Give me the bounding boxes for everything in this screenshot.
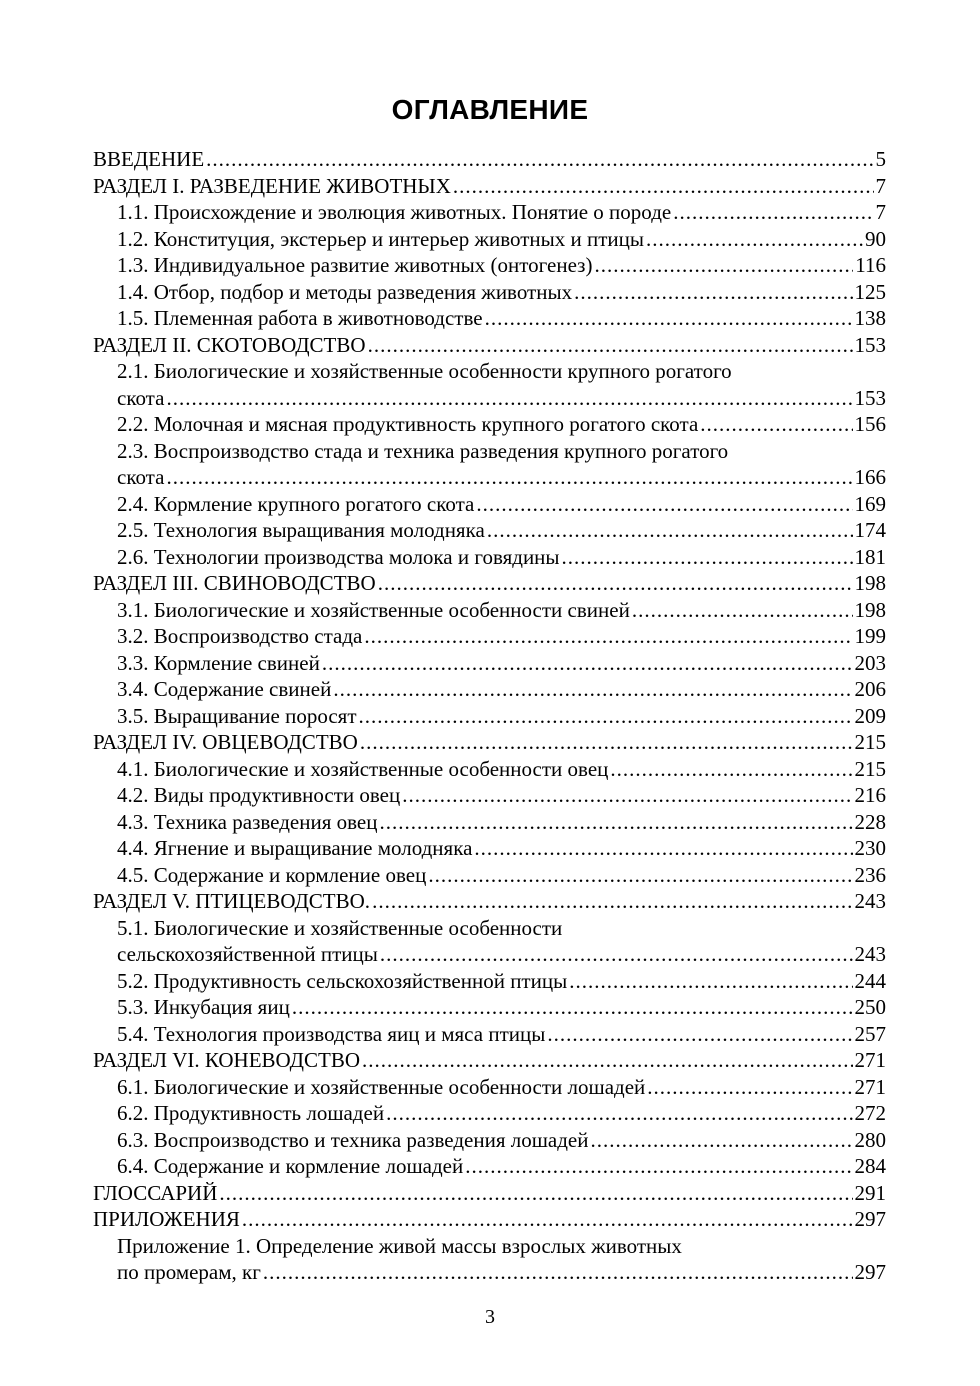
toc-dot-leader	[380, 941, 853, 968]
toc-dot-leader	[485, 305, 853, 332]
toc-page-number: 125	[854, 279, 886, 304]
toc-section-entry[interactable]	[93, 332, 886, 359]
page-number: 3	[485, 1306, 495, 1328]
toc-subsection-entry[interactable]	[93, 1127, 886, 1154]
toc-section-entry[interactable]	[93, 1180, 886, 1207]
toc-subsection-entry[interactable]	[93, 544, 886, 571]
toc-subsection-entry[interactable]	[93, 941, 886, 968]
toc-page-number: 244	[854, 968, 886, 993]
toc-page-number: 169	[854, 491, 886, 516]
toc-entry-title: 4.1. Биологические и хозяйственные особенности овец	[117, 756, 609, 781]
toc-subsection-entry[interactable]	[93, 623, 886, 650]
toc-subsection-entry[interactable]	[93, 782, 886, 809]
toc-entry-title: 5.4. Технология производства яиц и мяса птицы	[117, 1021, 546, 1046]
toc-entry-title: РАЗДЕЛ IV. ОВЦЕВОДСТВО	[93, 730, 358, 754]
toc-page-number: 199	[854, 624, 886, 648]
toc-page-number: 203	[854, 650, 886, 675]
toc-subsection-entry[interactable]	[93, 676, 886, 703]
toc-section-entry[interactable]	[93, 888, 886, 915]
toc-page-number: 90	[865, 226, 886, 251]
toc-page-number: 153	[854, 332, 886, 357]
toc-dot-leader	[590, 1127, 852, 1154]
toc-entry-title: 3.5. Выращивание поросят	[117, 703, 357, 728]
toc-dot-leader	[166, 464, 852, 491]
toc-dot-leader	[359, 703, 853, 730]
toc-section-entry[interactable]	[93, 173, 886, 200]
toc-dot-leader	[487, 517, 853, 544]
toc-dot-leader	[594, 252, 853, 279]
toc-entry-title: 1.2. Конституция, экстерьер и интерьер животных и птицы	[117, 226, 644, 251]
toc-subsection-entry[interactable]	[93, 1074, 886, 1101]
toc-entry-title: 2.5. Технология выращивания молодняка	[117, 518, 485, 542]
toc-dot-leader	[474, 835, 852, 862]
toc-dot-leader	[574, 279, 852, 306]
toc-page-number: 153	[854, 385, 886, 410]
toc-page-number: 284	[854, 1154, 886, 1178]
toc-entry-title: по промерам, кг	[117, 1260, 261, 1284]
toc-entry-title: 1.3. Индивидуальное развитие животных (онтогенез)	[117, 253, 593, 277]
toc-page-number: 228	[854, 809, 886, 834]
toc-dot-leader	[610, 756, 852, 783]
toc-dot-leader	[263, 1259, 853, 1286]
toc-dot-leader	[673, 199, 873, 226]
toc-page-number: 280	[854, 1127, 886, 1152]
toc-dot-leader	[476, 491, 852, 518]
toc-page-number: 257	[854, 1021, 886, 1046]
toc-subsection-entry[interactable]	[93, 809, 886, 836]
toc-dot-leader	[364, 623, 852, 650]
toc-entry-title: 2.2. Молочная и мясная продуктивность крупного рогатого скота	[117, 412, 699, 436]
toc-entry-title: 1.4. Отбор, подбор и методы разведения животных	[117, 279, 573, 304]
toc-entry-title: ГЛОССАРИЙ	[93, 1180, 218, 1205]
toc-page-number: 297	[854, 1260, 886, 1284]
toc-subsection-entry[interactable]	[93, 1153, 886, 1180]
toc-dot-leader	[379, 809, 852, 836]
toc-page-number: 250	[854, 995, 886, 1019]
toc-entry-title: скота	[117, 465, 165, 489]
toc-entry-title: 4.5. Содержание и кормление овец	[117, 862, 427, 887]
toc-subsection-entry[interactable]	[93, 968, 886, 995]
toc-page-number: 236	[854, 862, 886, 887]
toc-page-number: 271	[854, 1048, 886, 1072]
toc-page-number: 243	[854, 889, 886, 913]
toc-entry-title: РАЗДЕЛ V. ПТИЦЕВОДСТВО.	[93, 889, 371, 913]
toc-dot-leader	[547, 1021, 852, 1048]
toc-subsection-entry[interactable]	[93, 994, 886, 1021]
toc-subsection-entry[interactable]	[93, 491, 886, 518]
toc-dot-leader	[453, 173, 874, 200]
toc-entry-title: 3.4. Содержание свиней	[117, 677, 332, 701]
toc-subsection-entry[interactable]	[93, 835, 886, 862]
toc-subsection-entry[interactable]	[93, 226, 886, 253]
toc-dot-leader	[242, 1206, 853, 1233]
toc-dot-leader	[368, 332, 853, 359]
toc-subsection-entry[interactable]	[93, 464, 886, 491]
toc-dot-leader	[646, 226, 863, 253]
toc-page-number: 5	[875, 147, 886, 171]
toc-entry-title: 5.3. Инкубация яиц	[117, 995, 290, 1019]
toc-entry-title: 4.4. Ягнение и выращивание молодняка	[117, 836, 473, 860]
toc-entry-title-line: 2.3. Воспроизводство стада и техника разведения крупного рогатого	[117, 438, 729, 463]
toc-entry-title: ПРИЛОЖЕНИЯ	[93, 1207, 240, 1231]
toc-subsection-entry[interactable]	[93, 252, 886, 279]
toc-entry-title: РАЗДЕЛ III. СВИНОВОДСТВО	[93, 571, 376, 595]
toc-page-number: 156	[854, 412, 886, 436]
toc-entry-title: 4.2. Виды продуктивности овец	[117, 783, 401, 807]
toc-entry-title: 2.4. Кормление крупного рогатого скота	[117, 491, 475, 516]
toc-dot-leader	[206, 146, 873, 173]
toc-entry-title: 6.2. Продуктивность лошадей	[117, 1101, 385, 1125]
toc-entry-title: 1.5. Племенная работа в животноводстве	[117, 306, 483, 330]
toc-dot-leader	[219, 1180, 852, 1207]
toc-entry-title: РАЗДЕЛ VI. КОНЕВОДСТВО	[93, 1048, 361, 1072]
toc-page-number: 216	[854, 783, 886, 807]
toc-page-number: 138	[854, 306, 886, 330]
toc-dot-leader	[562, 544, 853, 571]
toc-page-number: 297	[854, 1207, 886, 1231]
toc-entry-title: сельскохозяйственной птицы	[117, 942, 378, 966]
toc-entry-title: 3.2. Воспроизводство стада	[117, 624, 363, 648]
toc-subsection-entry[interactable]	[93, 517, 886, 544]
toc-subsection-entry[interactable]	[93, 279, 886, 306]
toc-subsection-entry[interactable]	[93, 650, 886, 677]
toc-dot-leader	[322, 650, 853, 677]
toc-dot-leader	[166, 385, 852, 412]
toc-page-number: 198	[854, 597, 886, 622]
toc-subsection-entry[interactable]	[93, 1021, 886, 1048]
toc-subsection-entry[interactable]	[93, 703, 886, 730]
toc-subsection-entry[interactable]	[93, 597, 886, 624]
toc-page-number: 116	[855, 253, 886, 277]
toc-page-number: 209	[854, 703, 886, 728]
toc-entry-title: 4.3. Техника разведения овец	[117, 809, 378, 834]
toc-page-number: 215	[854, 756, 886, 781]
table-of-contents	[93, 146, 886, 1286]
toc-section-entry[interactable]	[93, 570, 886, 597]
toc-page-number: 206	[854, 677, 886, 701]
toc-entry-title: 6.4. Содержание и кормление лошадей	[117, 1154, 464, 1178]
toc-dot-leader	[292, 994, 853, 1021]
toc-entry-title: 3.3. Кормление свиней	[117, 650, 320, 675]
toc-entry-title: РАЗДЕЛ II. СКОТОВОДСТВО	[93, 332, 366, 357]
toc-page-number: 181	[854, 544, 886, 569]
toc-dot-leader	[647, 1074, 852, 1101]
toc-section-entry[interactable]	[93, 1047, 886, 1074]
toc-page-number: 166	[854, 465, 886, 489]
toc-page-number: 215	[854, 730, 886, 754]
toc-entry-title: скота	[117, 385, 165, 410]
toc-entry-title-line: 2.1. Биологические и хозяйственные особенности крупного рогатого	[117, 359, 732, 383]
toc-page-number: 243	[854, 942, 886, 966]
toc-dot-leader	[378, 570, 853, 597]
toc-dot-leader	[428, 862, 852, 889]
toc-page-number: 7	[875, 200, 886, 224]
toc-page-number: 291	[854, 1180, 886, 1205]
toc-entry-title: 1.1. Происхождение и эволюция животных. Понятие о породе	[117, 200, 672, 224]
toc-subsection-entry[interactable]	[93, 1100, 886, 1127]
toc-dot-leader	[372, 888, 852, 915]
toc-page-number: 198	[854, 571, 886, 595]
toc-entry-title: 6.1. Биологические и хозяйственные особенности лошадей	[117, 1074, 646, 1099]
toc-dot-leader	[465, 1153, 852, 1180]
toc-entry-title: ВВЕДЕНИЕ	[93, 147, 205, 171]
toc-page-number: 271	[854, 1074, 886, 1099]
toc-page-number: 174	[854, 518, 886, 542]
toc-subsection-entry[interactable]	[93, 385, 886, 412]
toc-dot-leader	[362, 1047, 852, 1074]
toc-entry-title-line: Приложение 1. Определение живой массы взрослых животных	[117, 1233, 682, 1258]
toc-page-number: 230	[854, 836, 886, 860]
toc-section-entry[interactable]	[93, 146, 886, 173]
toc-dot-leader	[700, 411, 852, 438]
toc-entry-title: 6.3. Воспроизводство и техника разведения лошадей	[117, 1127, 589, 1152]
toc-dot-leader	[569, 968, 852, 995]
toc-subsection-entry[interactable]	[93, 756, 886, 783]
toc-entry-title: 3.1. Биологические и хозяйственные особенности свиней	[117, 597, 630, 622]
toc-dot-leader	[333, 676, 852, 703]
toc-dot-leader	[360, 729, 853, 756]
page-title: ОГЛАВЛЕНИЕ	[391, 94, 589, 125]
toc-entry-title: 5.2. Продуктивность сельскохозяйственной птицы	[117, 968, 568, 993]
toc-section-entry[interactable]	[93, 729, 886, 756]
toc-entry-title-line: 5.1. Биологические и хозяйственные особенности	[117, 915, 563, 940]
toc-subsection-entry[interactable]	[93, 305, 886, 332]
toc-dot-leader	[386, 1100, 852, 1127]
toc-subsection-entry[interactable]	[93, 1259, 886, 1286]
toc-entry-title: РАЗДЕЛ I. РАЗВЕДЕНИЕ ЖИВОТНЫХ	[93, 173, 451, 198]
toc-section-entry[interactable]	[93, 1206, 886, 1233]
toc-dot-leader	[632, 597, 853, 624]
toc-subsection-entry[interactable]	[93, 411, 886, 438]
toc-page-number: 7	[875, 173, 886, 198]
toc-page-number: 272	[854, 1101, 886, 1125]
toc-dot-leader	[402, 782, 852, 809]
toc-entry-title: 2.6. Технологии производства молока и говядины	[117, 544, 560, 569]
toc-subsection-entry[interactable]	[93, 862, 886, 889]
toc-subsection-entry[interactable]	[93, 199, 886, 226]
